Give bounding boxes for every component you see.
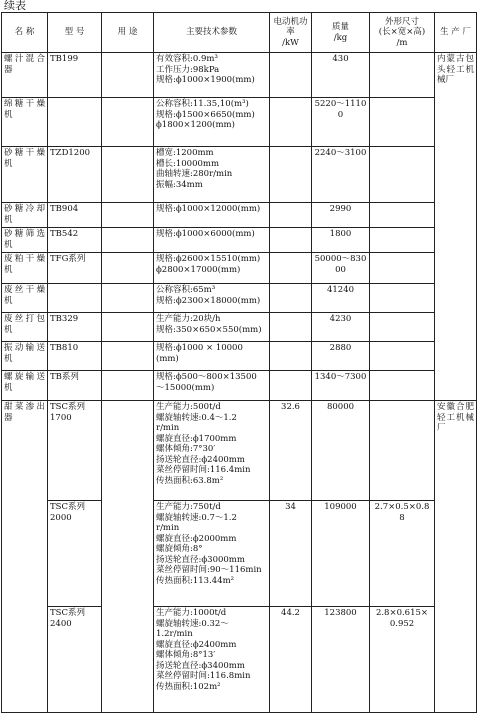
cell-mass: 1800 — [312, 228, 370, 253]
cell-name: 甜菜渗出器 — [2, 401, 48, 713]
cell-name: 废粕干燥机 — [2, 253, 48, 284]
cell-params: 规格:ϕ500～800×13500 ～15000(mm) — [154, 371, 270, 401]
cell-use — [102, 53, 154, 98]
cell-dims — [370, 228, 435, 253]
header-params: 主要技术参数 — [154, 13, 270, 53]
table-row — [2, 401, 477, 501]
cell-use — [102, 253, 154, 284]
cell-name: 废丝打包机 — [2, 313, 48, 342]
cell-use — [102, 203, 154, 228]
table-row — [2, 501, 477, 607]
cell-dims — [370, 203, 435, 228]
cell-model: TSC系列 1700 — [48, 401, 102, 501]
cell-model: TB199 — [48, 53, 102, 98]
cell-use — [102, 313, 154, 342]
cell-params: 有效容积:0.9m³ 工作压力:98kPa 规格:ϕ1000×1900(mm) — [154, 53, 270, 98]
cell-params: 规格:ϕ2600×15510(mm) ϕ2800×17000(mm) — [154, 253, 270, 284]
cell-dims — [370, 147, 435, 203]
cell-model: TSC系列 2000 — [48, 501, 102, 607]
cell-use — [102, 371, 154, 401]
cell-mass: 41240 — [312, 284, 370, 313]
cell-mass: 50000～83000 — [312, 253, 370, 284]
header-maker: 生 产 厂 — [435, 13, 477, 53]
cell-name: 砂糖干燥机 — [2, 147, 48, 203]
cell-model: TB904 — [48, 203, 102, 228]
cell-model: TB542 — [48, 228, 102, 253]
cell-power — [270, 371, 312, 401]
cell-name: 砂糖筛选机 — [2, 228, 48, 253]
cell-params: 规格:ϕ1000×12000(mm) — [154, 203, 270, 228]
cell-mass: 2990 — [312, 203, 370, 228]
cell-use — [102, 284, 154, 313]
cell-dims — [370, 284, 435, 313]
cell-power — [270, 53, 312, 98]
cell-mass: 80000 — [312, 401, 370, 501]
cell-mass: 2880 — [312, 342, 370, 371]
cell-power — [270, 98, 312, 147]
cell-model: TB系列 — [48, 371, 102, 401]
cell-model — [48, 98, 102, 147]
cell-model: TSC系列 2400 — [48, 607, 102, 713]
equipment-table — [1, 12, 477, 713]
cell-model: TB810 — [48, 342, 102, 371]
cell-maker: 内蒙古包头轻工机械厂 — [435, 53, 477, 401]
cell-power — [270, 284, 312, 313]
cell-params: 规格:ϕ1000 × 10000 (mm) — [154, 342, 270, 371]
cell-params: 公称容积:11.35,10(m³) 规格:ϕ1500×6650(mm) ϕ1800×1200(mm) — [154, 98, 270, 147]
header-dims: 外形尺寸 (长×宽×高) /m — [370, 13, 435, 53]
header-power: 电动机功率 /kW — [270, 13, 312, 53]
cell-model: TB329 — [48, 313, 102, 342]
cell-maker: 安徽合肥轻工机械厂 — [435, 401, 477, 713]
cell-name: 废丝干燥机 — [2, 284, 48, 313]
cell-dims: 2.7×0.5×0.88 — [370, 501, 435, 607]
cell-params: 槽宽:1200mm 槽长:10000mm 曲轴转速:280r/min 振幅:34mm — [154, 147, 270, 203]
cell-power — [270, 342, 312, 371]
cell-mass: 1340～7300 — [312, 371, 370, 401]
cell-name: 螺旋输送机 — [2, 371, 48, 401]
cell-dims — [370, 371, 435, 401]
cell-use — [102, 228, 154, 253]
header-mass: 质量 /kg — [312, 13, 370, 53]
table-caption: 续表 — [4, 0, 26, 12]
cell-name: 绵糖干燥机 — [2, 98, 48, 147]
table-row — [2, 253, 477, 284]
cell-use — [102, 342, 154, 371]
table-row — [2, 284, 477, 313]
header-use: 用 途 — [102, 13, 154, 53]
cell-params: 规格:ϕ1000×6000(mm) — [154, 228, 270, 253]
cell-power: 44.2 — [270, 607, 312, 713]
cell-power — [270, 203, 312, 228]
cell-params: 生产能力:750t/d 螺旋轴转速:0.7～1.2 r/min 螺旋直径:ϕ2000mm 螺旋倾角:8° 扬送轮直径:ϕ3000mm 菜丝停留时间:90～116min 传热面积:113.44m² — [154, 501, 270, 607]
header-row — [2, 13, 477, 53]
table-row — [2, 203, 477, 228]
cell-name: 振动输送机 — [2, 342, 48, 371]
table-row — [2, 228, 477, 253]
header-model: 型 号 — [48, 13, 102, 53]
cell-params: 公称容积:65m³ 规格:ϕ2300×18000(mm) — [154, 284, 270, 313]
cell-dims: 2.8×0.615× 0.952 — [370, 607, 435, 713]
table-row — [2, 147, 477, 203]
table-row — [2, 313, 477, 342]
table-row — [2, 342, 477, 371]
header-name: 名 称 — [2, 13, 48, 53]
cell-power — [270, 228, 312, 253]
table-row — [2, 371, 477, 401]
cell-name: 砂糖冷却机 — [2, 203, 48, 228]
cell-dims — [370, 253, 435, 284]
table-row — [2, 98, 477, 147]
cell-params: 生产能力:20块/h 规格:350×650×550(mm) — [154, 313, 270, 342]
cell-mass: 2240～3100 — [312, 147, 370, 203]
cell-power: 32.6 — [270, 401, 312, 501]
cell-dims — [370, 401, 435, 501]
cell-power — [270, 253, 312, 284]
cell-params: 生产能力:1000t/d 螺旋轴转速:0.32～ 1.2r/min 螺旋直径:ϕ2400mm 螺体倾角:8°13′ 扬送轮直径:ϕ3400mm 菜丝停留时间:116.8min 传热面积:102m² — [154, 607, 270, 713]
cell-mass: 5220～11100 — [312, 98, 370, 147]
cell-model: TFG系列 — [48, 253, 102, 284]
cell-mass: 109000 — [312, 501, 370, 607]
table-row — [2, 53, 477, 98]
cell-power: 34 — [270, 501, 312, 607]
cell-mass: 4230 — [312, 313, 370, 342]
cell-dims — [370, 342, 435, 371]
cell-model — [48, 284, 102, 313]
cell-name: 螺汁混合器 — [2, 53, 48, 98]
cell-params: 生产能力:500t/d 螺旋轴转速:0.4～1.2 r/min 螺旋直径:ϕ1700mm 螺体倾角:7°30′ 扬送轮直径:ϕ2400mm 菜丝停留时间:116.4min 传热面积:63.8m² — [154, 401, 270, 501]
cell-use — [102, 147, 154, 203]
cell-mass: 430 — [312, 53, 370, 98]
cell-power — [270, 313, 312, 342]
cell-use — [102, 401, 154, 713]
cell-dims — [370, 313, 435, 342]
cell-use — [102, 98, 154, 147]
cell-dims — [370, 98, 435, 147]
cell-dims — [370, 53, 435, 98]
cell-model: TZD1200 — [48, 147, 102, 203]
cell-mass: 123800 — [312, 607, 370, 713]
cell-power — [270, 147, 312, 203]
table-row — [2, 607, 477, 713]
